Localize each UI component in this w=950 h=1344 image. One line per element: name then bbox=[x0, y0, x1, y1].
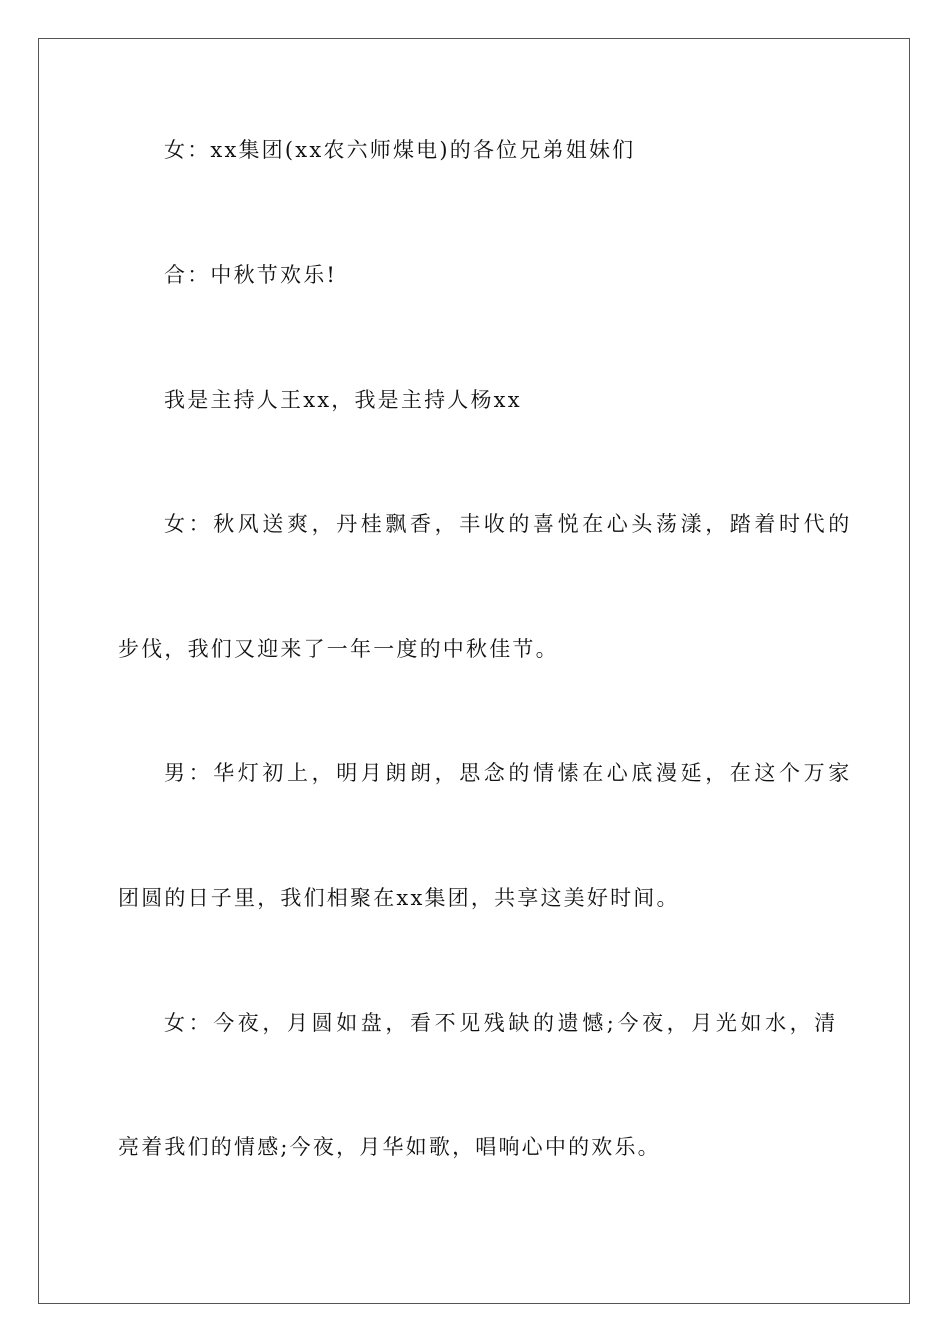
paragraph-line: 女：xx集团(xx农六师煤电)的各位兄弟姐妹们 bbox=[164, 138, 636, 162]
paragraph-line: 合：中秋节欢乐! bbox=[164, 263, 338, 287]
paragraph-line: 我是主持人王xx，我是主持人杨xx bbox=[164, 388, 522, 412]
paragraph-line: 女：秋风送爽，丹桂飘香，丰收的喜悦在心头荡漾，踏着时代的 bbox=[164, 512, 853, 536]
paragraph-line: 女：今夜，月圆如盘，看不见残缺的遗憾;今夜，月光如水，清 bbox=[164, 1011, 839, 1035]
paragraph-line: 亮着我们的情感;今夜，月华如歌，唱响心中的欢乐。 bbox=[118, 1135, 661, 1159]
page-border bbox=[38, 38, 910, 1304]
paragraph-line: 男：华灯初上，明月朗朗，思念的情愫在心底漫延，在这个万家 bbox=[164, 761, 853, 785]
paragraph-line: 步伐，我们又迎来了一年一度的中秋佳节。 bbox=[118, 637, 559, 661]
paragraph-line: 团圆的日子里，我们相聚在xx集团，共享这美好时间。 bbox=[118, 886, 680, 910]
